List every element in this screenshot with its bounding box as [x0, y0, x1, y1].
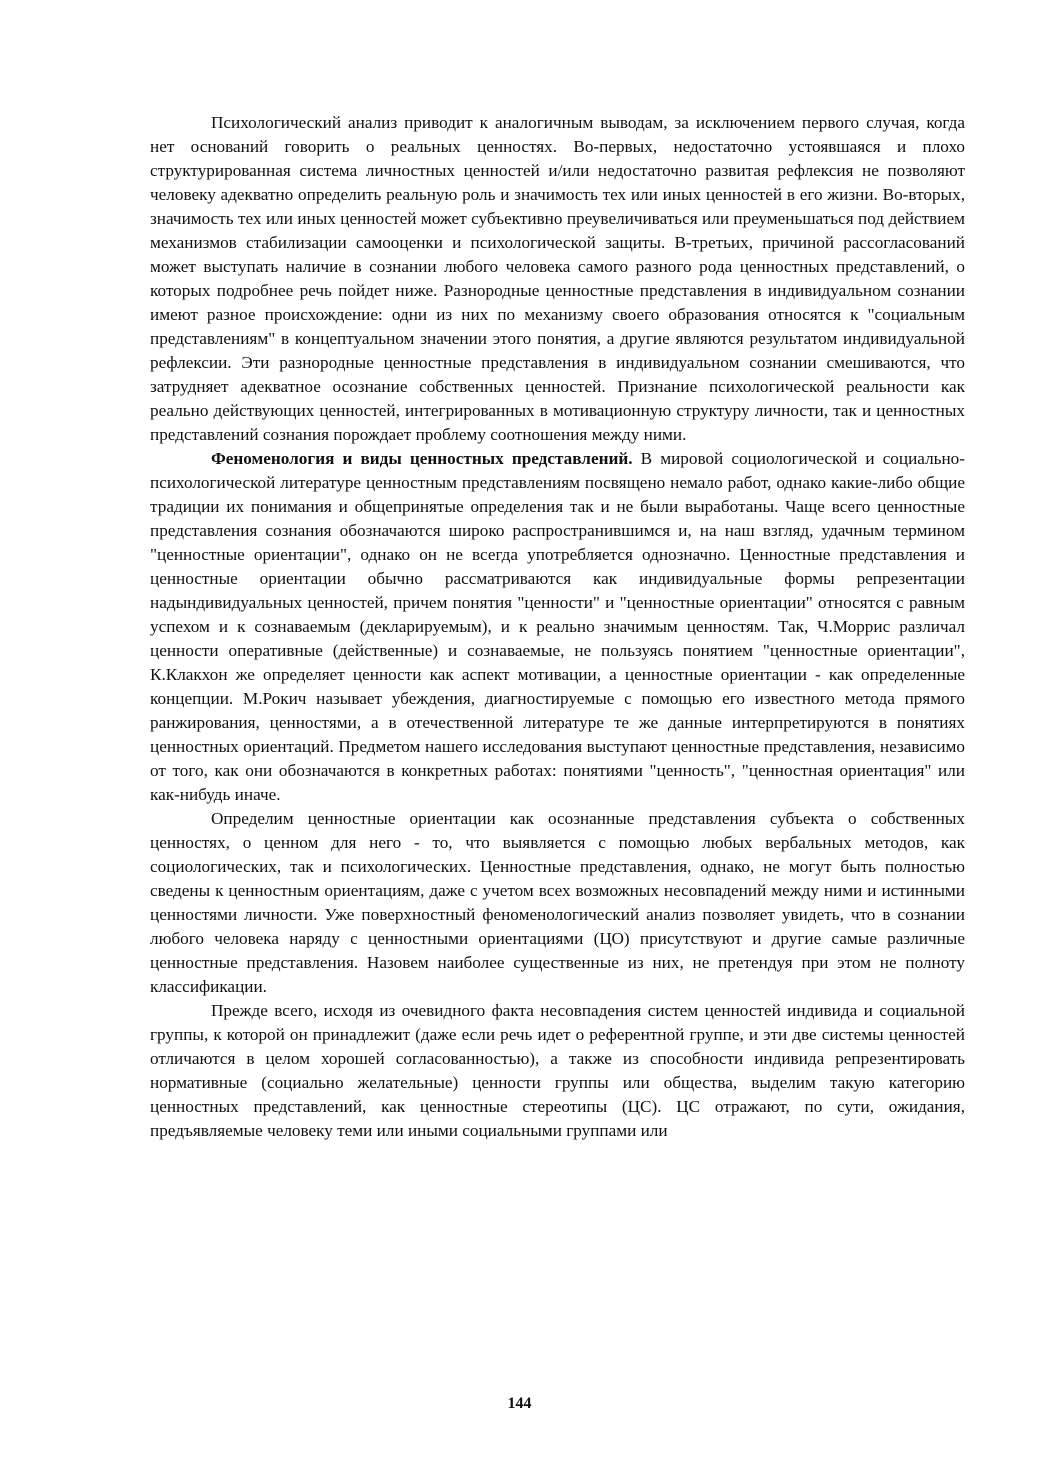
- body-text: [150, 111, 965, 1143]
- paragraph-3: [150, 807, 965, 999]
- paragraph-1-text: Психологический анализ приводит к аналогичным выводам, за исключением первого случая, когда нет оснований говорить о реальных ценностях. Во-первых, недостаточно устоявшаяся и плохо структурированная система личностных ценностей и/или недостаточно развитая рефлексия не позволяют человеку адекватно определить реальную роль и значимость тех или иных ценностей в его жизни. Во-вторых, значимость тех или иных ценностей может субъективно преувеличиваться или преуменьшаться под действием механизмов стабилизации самооценки и психологической защиты. В-третьих, причиной рассогласований может выступать наличие в сознании любого человека самого разного рода ценностных представлений, о которых подробнее речь пойдет ниже. Разнородные ценностные представления в индивидуальном сознании имеют разное происхождение: одни из них по механизму своего образования относятся к "социальным представлениям" в концептуальном значении этого понятия, а другие являются результатом индивидуальной рефлексии. Эти разнородные ценностные представления в индивидуальном сознании смешиваются, что затрудняет адекватное осознание собственных ценностей. Признание психологической реальности как реально действующих ценностей, интегрированных в мотивационную структуру личности, так и ценностных представлений сознания порождает проблему соотношения между ними.: [150, 113, 965, 444]
- paragraph-2: [150, 447, 965, 807]
- paragraph-3-text: Определим ценностные ориентации как осознанные представления субъекта о собственных ценностях, о ценном для него - то, что выявляется с помощью любых вербальных методов, как социологических, так и психологических. Ценностные представления, однако, не могут быть полностью сведены к ценностным ориентациям, даже с учетом всех возможных несовпадений между ними и истинными ценностями личности. Уже поверхностный феноменологический анализ позволяет увидеть, что в сознании любого человека наряду с ценностными ориентациями (ЦО) присутствуют и другие самые различные ценностные представления. Назовем наиболее существенные из них, не претендуя при этом не полноту классификации.: [150, 809, 965, 996]
- paragraph-1: [150, 111, 965, 447]
- paragraph-2-text: В мировой социологической и социально-психологической литературе ценностным представлениям посвящено немало работ, однако какие-либо общие традиции их понимания и общепринятые определения так и не были выработаны. Чаще всего ценностные представления сознания обозначаются широко распространившимся и, на наш взгляд, удачным термином "ценностные ориентации", однако он не всегда употребляется однозначно. Ценностные представления и ценностные ориентации обычно рассматриваются как индивидуальные формы репрезентации надындивидуальных ценностей, причем понятия "ценности" и "ценностные ориентации" относятся с равным успехом и к сознаваемым (декларируемым), и к реально значимым ценностям. Так, Ч.Моррис различал ценности оперативные (действенные) и сознаваемые, не пользуясь понятием "ценностные ориентации", К.Клакхон же определяет ценности как аспект мотивации, а ценностные ориентации - как определенные концепции. М.Рокич называет убеждения, диагностируемые с помощью его известного метода прямого ранжирования, ценностями, а в отечественной литературе те же данные интерпретируются в понятиях ценностных ориентаций. Предметом нашего исследования выступают ценностные представления, независимо от того, как они обозначаются в конкретных работах: понятиями "ценность", "ценностная ориентация" или как-нибудь иначе.: [150, 449, 966, 804]
- page-number: 144: [507, 1395, 532, 1412]
- paragraph-4: [150, 999, 965, 1143]
- paragraph-4-text: Прежде всего, исходя из очевидного факта несовпадения систем ценностей индивида и социальной группы, к которой он принадлежит (даже если речь идет о референтной группе, и эти две системы ценностей отличаются в целом хорошей согласованностью), а также из способности индивида репрезентировать нормативные (социально желательные) ценности группы или общества, выделим такую категорию ценностных представлений, как ценностные стереотипы (ЦС). ЦС отражают, по сути, ожидания, предъявляемые человеку теми или иными социальными группами или: [150, 1001, 965, 1140]
- section-heading: Феноменология и виды ценностных представлений.: [211, 449, 633, 468]
